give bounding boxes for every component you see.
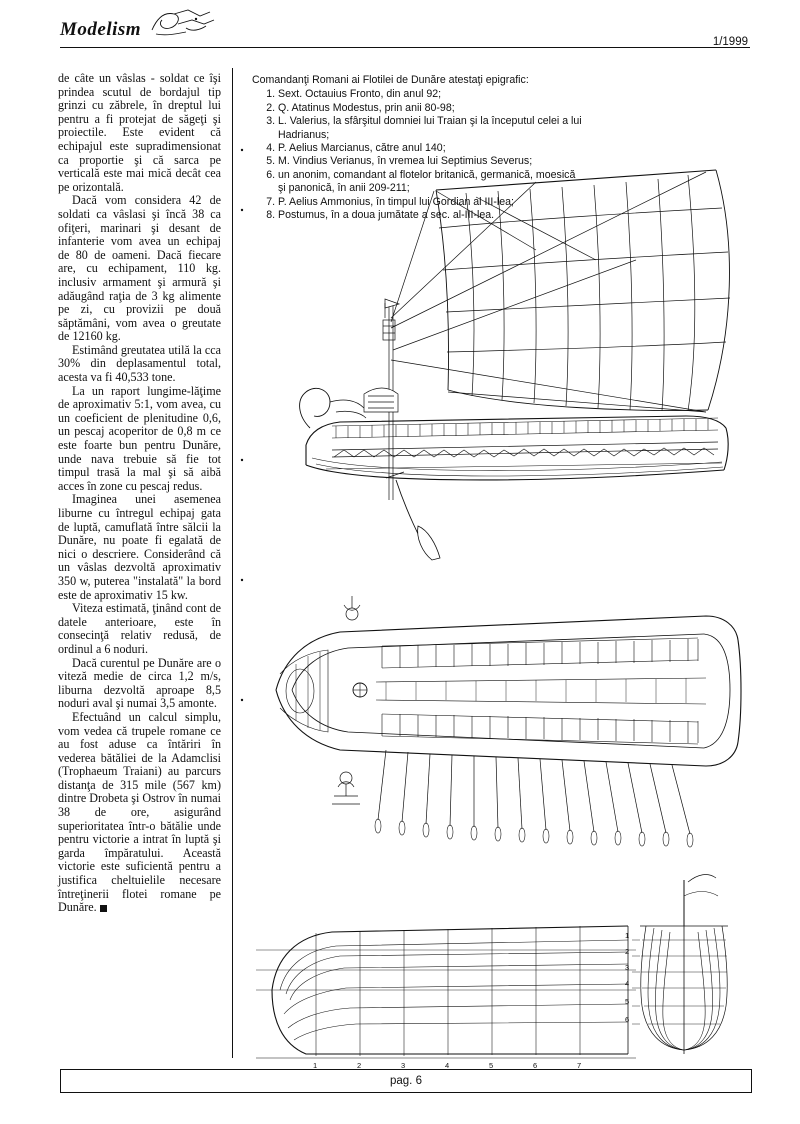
masthead-title: Modelism (60, 19, 142, 40)
station-label: 2 (357, 1061, 362, 1070)
list-item: 4. P. Aelius Marcianus, către anul 140; (278, 142, 582, 155)
epigraphic-commanders-list (252, 74, 582, 222)
commanders-ordered-list (252, 88, 582, 222)
waterline-label: 3 (625, 963, 630, 972)
issue-number: 1/1999 (712, 36, 748, 48)
article-left-column (58, 72, 221, 915)
paragraph: La un raport lungime-lăţime de aproximativ 5:1, vom avea, cu un coeficient de plenitudine 0,6, un pescaj acoperitor de 0,8 m ce este foarte bun pentru Dunăre, unde nava trebuie să fie tot timpul trasă la mal şi să aibă acces în zone cu pescaj redus. (58, 383, 221, 493)
station-label: 5 (489, 1061, 494, 1070)
waterline-label: 4 (625, 979, 630, 988)
list-item: 3. L. Valerius, la sfârşitul domniei lui Traian şi la începutul celei a lui Hadrianus; (278, 115, 582, 142)
header-rule (60, 47, 750, 48)
waterline-label: 2 (625, 947, 630, 956)
station-label: 1 (313, 1061, 318, 1070)
end-of-article-mark (100, 905, 107, 912)
list-item: 2. Q. Atatinus Modestus, prin anii 80-98; (278, 102, 582, 115)
masthead (60, 18, 190, 44)
station-label: 6 (533, 1061, 538, 1070)
list-item: 1. Sext. Octauius Fronto, din anul 92; (278, 88, 582, 101)
paragraph: Estimând greutatea utilă la cca 30% din deplasamentul total, acesta va fi 40,533 tone. (58, 342, 221, 385)
paragraph: Dacă curentul pe Dunăre are o viteză medie de circa 1,2 m/s, liburna dezvoltă aproape 8,5 noduri aval şi numai 3,5 amonte. (58, 655, 221, 711)
paragraph-text: Efectuând un calcul simplu, vom vedea că trupele romane ce au fost aduse ca întăriri în vederea bătăliei de la Adamclisi (Trophaeum Traiani) au parcurs distanţa de 315 mile (567 km) dintre Drobeta şi Ostrov în numai 38 de ore, asigurând superioritatea într-o bătălie unde pentru victorie a intrat în luptă şi garda împăratului. Această victorie este suficientă pentru a justifica cheltuielile necesare întreţinerii flotei romane pe Dunăre. (58, 709, 221, 915)
paragraph: Dacă vom considera 42 de soldati ca vâslasi şi încă 38 ca ofiţeri, marinari şi desant de infanterie vom avea un echipaj de 80 de oameni. Dacă fiecare are, cu echipament, 110 kg. inclusiv armament şi armură şi adăugând raţia de 3 kg alimente pe zi, cu provizii pe două săptămâni, vom avea o greutate de 12160 kg. (58, 193, 221, 344)
footer-box (60, 1069, 752, 1093)
waterline-label: 6 (625, 1015, 630, 1024)
station-label: 7 (577, 1061, 582, 1070)
list-intro: Comandanţi Romani ai Flotilei de Dunăre atestaţi epigrafic: (252, 74, 529, 86)
paragraph-last (58, 711, 221, 915)
station-label: 3 (401, 1061, 406, 1070)
waterline-label: 1 (625, 931, 630, 940)
list-item: 5. M. Vindius Verianus, în vremea lui Septimius Severus; (278, 155, 582, 168)
paragraph: Viteza estimată, ţinând cont de datele anterioare, este în consecinţă relativ redusă, de ordinul a 6 noduri. (58, 601, 221, 656)
list-item: 8. Postumus, în a doua jumătate a sec. al-III-lea. (278, 209, 582, 222)
column-divider (232, 68, 233, 1058)
sketch-doodle-icon (148, 8, 218, 38)
station-label: 4 (445, 1061, 450, 1070)
list-item: 7. P. Aelius Ammonius, în timpul lui Gordian al III-lea; (278, 196, 582, 209)
waterline-label: 5 (625, 997, 630, 1006)
list-item: 6. un anonim, comandant al flotelor britanică, germanică, moesică şi panonică, în anii 209-211; (278, 169, 582, 196)
paragraph: de câte un vâslas - soldat ce îşi prindea scutul de bordajul tip grinzi cu zăbrele, în dreptul lui pentru a fi protejat de săgeţi şi proiectile. Este evident că echipajul este supradimensionat ca proportie şi că sarca pe verticală este mai mică decât cea pe orizontală. (58, 71, 221, 194)
paragraph: Imaginea unei asemenea liburne cu întregul echipaj gata de luptă, camuflată între sălcii la Dunăre, nu poate fi egalată de nici o descriere. Considerând că un vâslas dezvoltă aproximativ 350 w, puterea "instalată" la bord este de aproximativ 15 kw. (58, 492, 221, 602)
page-number: pag. 6 (390, 1075, 422, 1087)
